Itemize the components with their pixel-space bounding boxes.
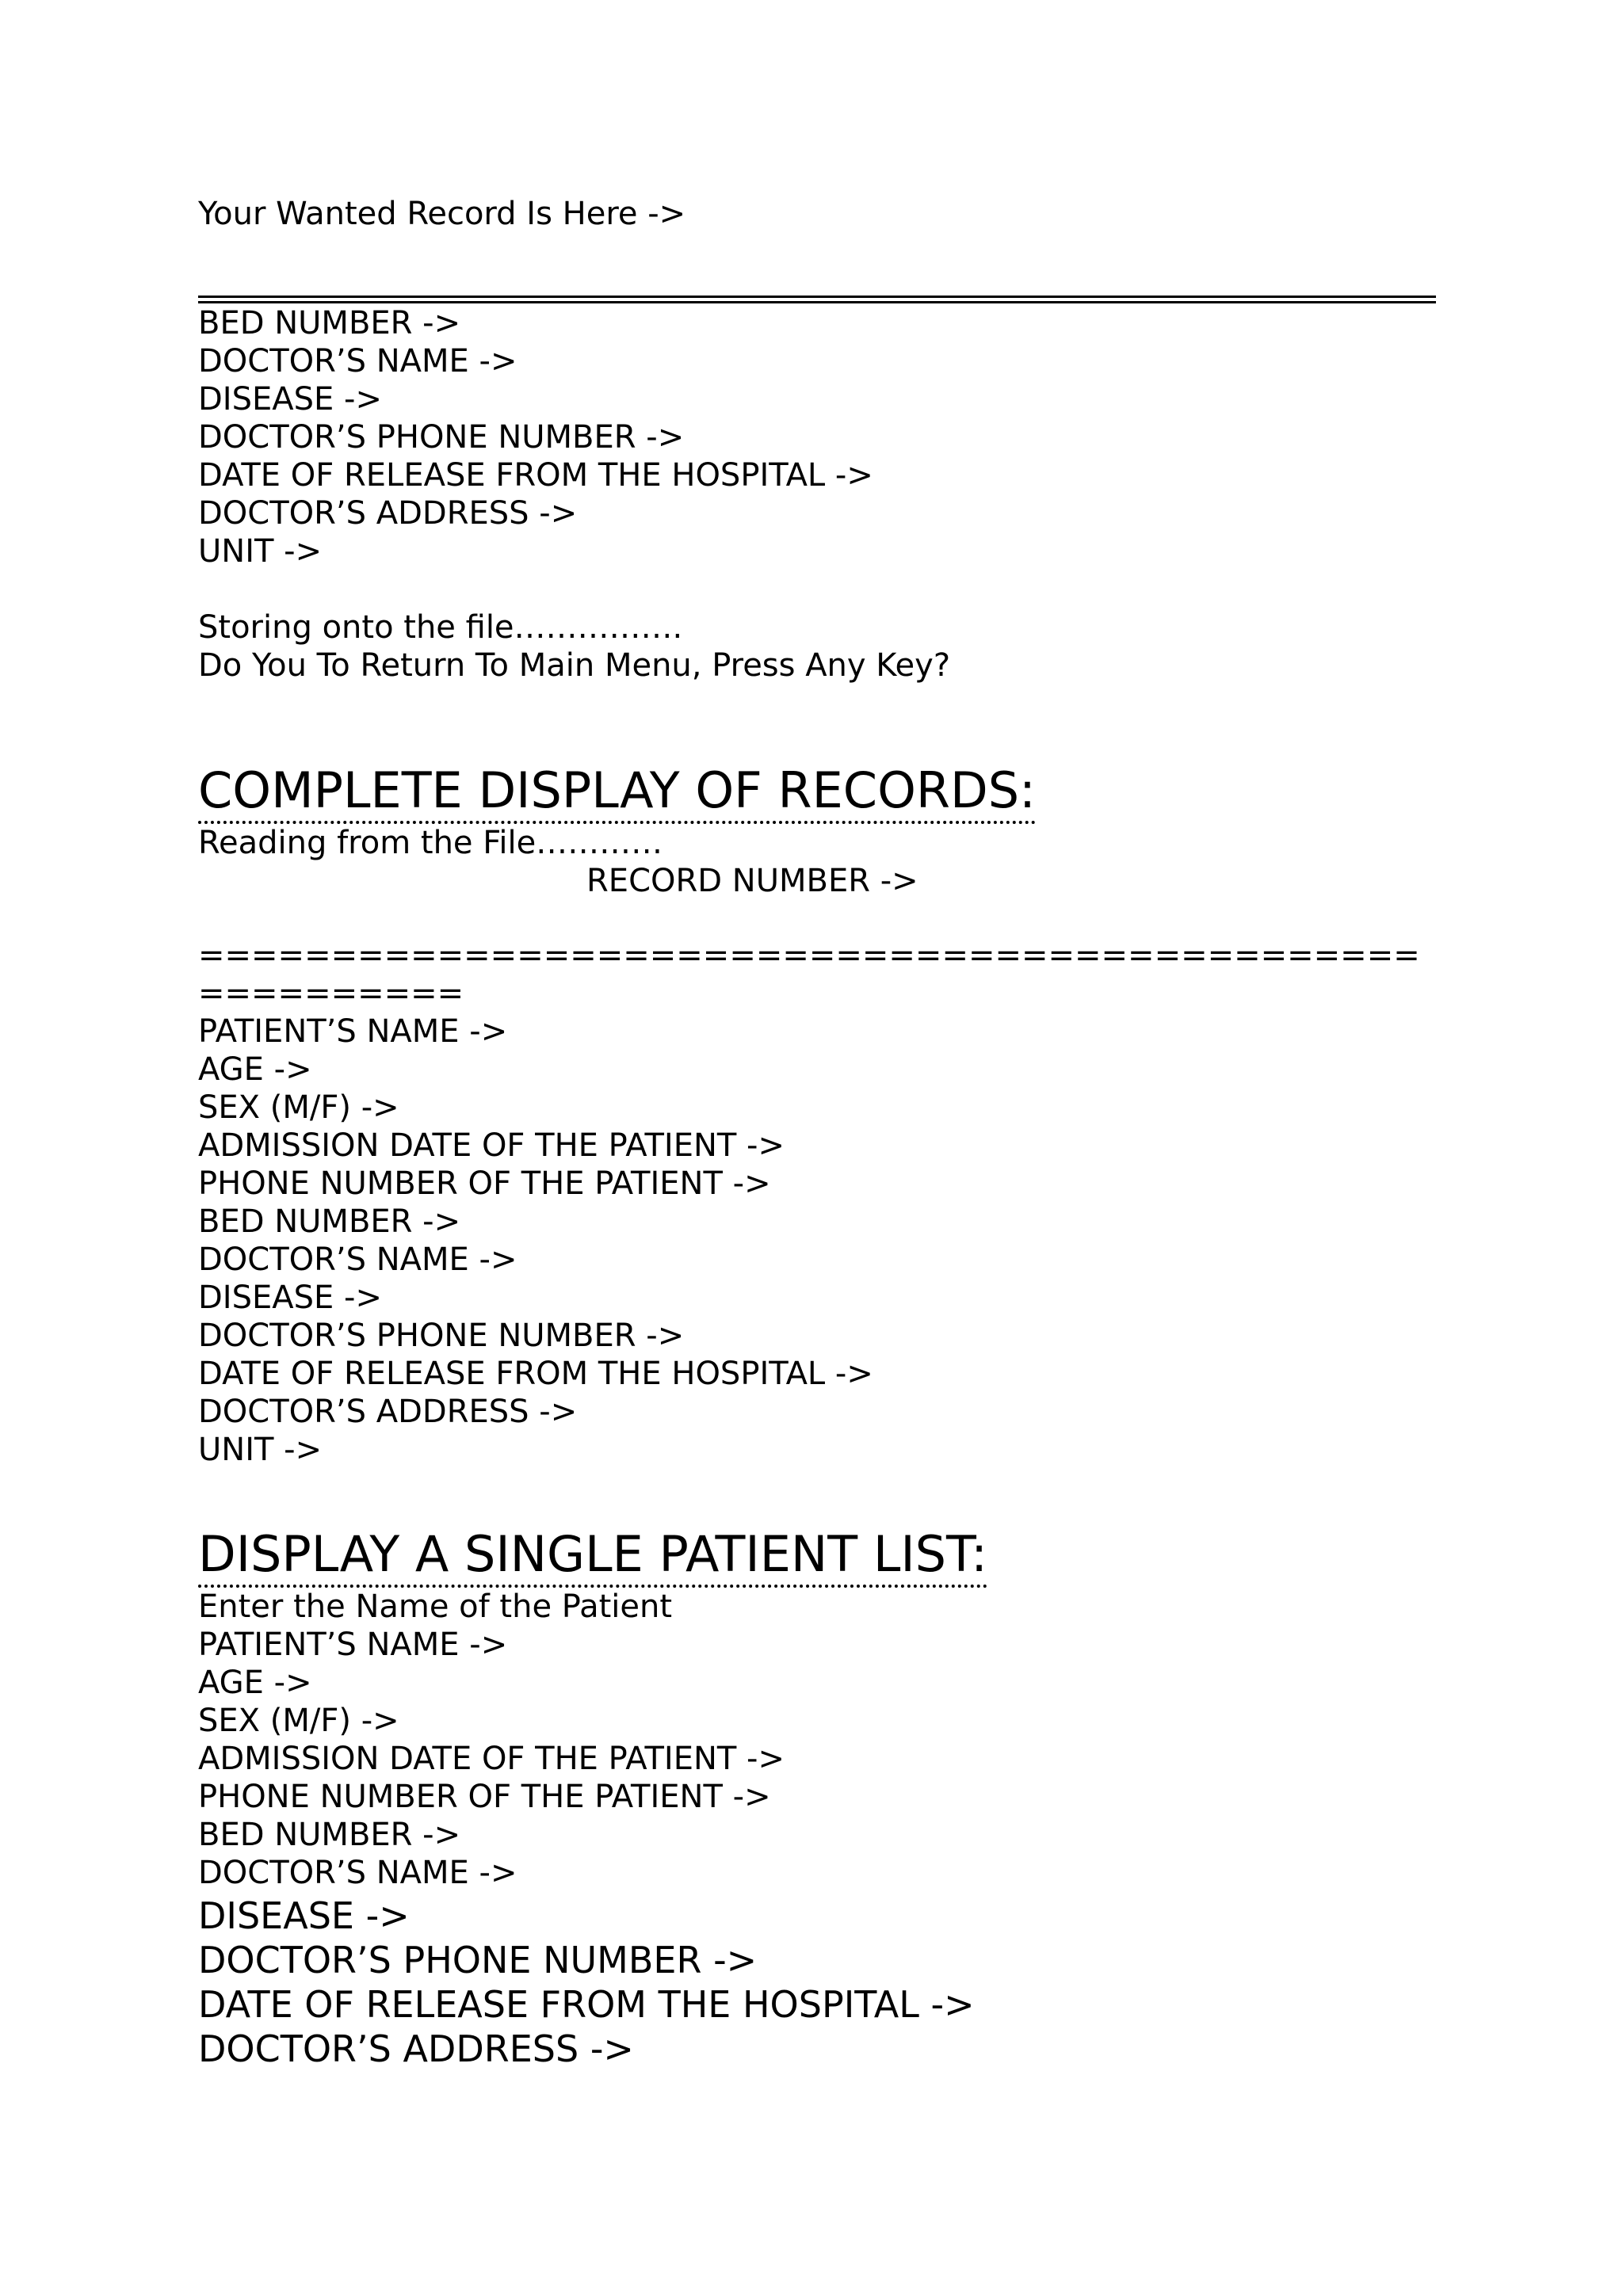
field-doctor-address: DOCTOR’S ADDRESS ->	[198, 2027, 634, 2070]
field-disease: DISEASE ->	[198, 1280, 382, 1316]
field-patient-name: PATIENT’S NAME ->	[198, 1013, 508, 1050]
complete-display-heading: COMPLETE DISPLAY OF RECORDS:	[198, 762, 1036, 824]
single-patient-heading: DISPLAY A SINGLE PATIENT LIST:	[198, 1526, 987, 1588]
field-doctor-address: DOCTOR’S ADDRESS ->	[198, 1394, 578, 1430]
field-doctor-phone: DOCTOR’S PHONE NUMBER ->	[198, 1939, 758, 1981]
separator-line-1: ==============================================	[198, 937, 1420, 974]
field-doctor-phone: DOCTOR’S PHONE NUMBER ->	[198, 419, 685, 456]
field-age: AGE ->	[198, 1051, 312, 1088]
field-doctor-name: DOCTOR’S NAME ->	[198, 1241, 517, 1278]
reading-message: Reading from the File…………	[198, 825, 663, 861]
separator-line-2: ==========	[198, 975, 464, 1012]
field-patient-name: PATIENT’S NAME ->	[198, 1627, 508, 1663]
field-age: AGE ->	[198, 1665, 312, 1701]
field-doctor-name: DOCTOR’S NAME ->	[198, 343, 517, 379]
field-sex: SEX (M/F) ->	[198, 1703, 399, 1739]
field-release-date: DATE OF RELEASE FROM THE HOSPITAL ->	[198, 1983, 975, 2026]
double-rule-separator	[198, 296, 1436, 303]
field-release-date: DATE OF RELEASE FROM THE HOSPITAL ->	[198, 457, 873, 494]
enter-name-prompt: Enter the Name of the Patient	[198, 1589, 673, 1625]
field-patient-phone: PHONE NUMBER OF THE PATIENT ->	[198, 1779, 771, 1815]
field-admission-date: ADMISSION DATE OF THE PATIENT ->	[198, 1741, 785, 1777]
field-admission-date: ADMISSION DATE OF THE PATIENT ->	[198, 1127, 785, 1164]
field-disease: DISEASE ->	[198, 1894, 410, 1937]
field-release-date: DATE OF RELEASE FROM THE HOSPITAL ->	[198, 1356, 873, 1392]
field-bed-number: BED NUMBER ->	[198, 1817, 461, 1853]
field-bed-number: BED NUMBER ->	[198, 305, 461, 341]
field-doctor-phone: DOCTOR’S PHONE NUMBER ->	[198, 1318, 685, 1354]
storing-message: Storing onto the file…………….	[198, 609, 683, 646]
field-unit: UNIT ->	[198, 533, 323, 570]
field-unit: UNIT ->	[198, 1432, 323, 1468]
field-patient-phone: PHONE NUMBER OF THE PATIENT ->	[198, 1165, 771, 1202]
wanted-record-intro: Your Wanted Record Is Here ->	[198, 196, 686, 232]
field-doctor-address: DOCTOR’S ADDRESS ->	[198, 495, 578, 532]
field-disease: DISEASE ->	[198, 381, 382, 418]
field-doctor-name: DOCTOR’S NAME ->	[198, 1855, 517, 1891]
return-prompt: Do You To Return To Main Menu, Press Any Key?	[198, 647, 951, 684]
field-sex: SEX (M/F) ->	[198, 1089, 399, 1126]
field-bed-number: BED NUMBER ->	[198, 1203, 461, 1240]
record-number-label: RECORD NUMBER ->	[586, 863, 918, 899]
